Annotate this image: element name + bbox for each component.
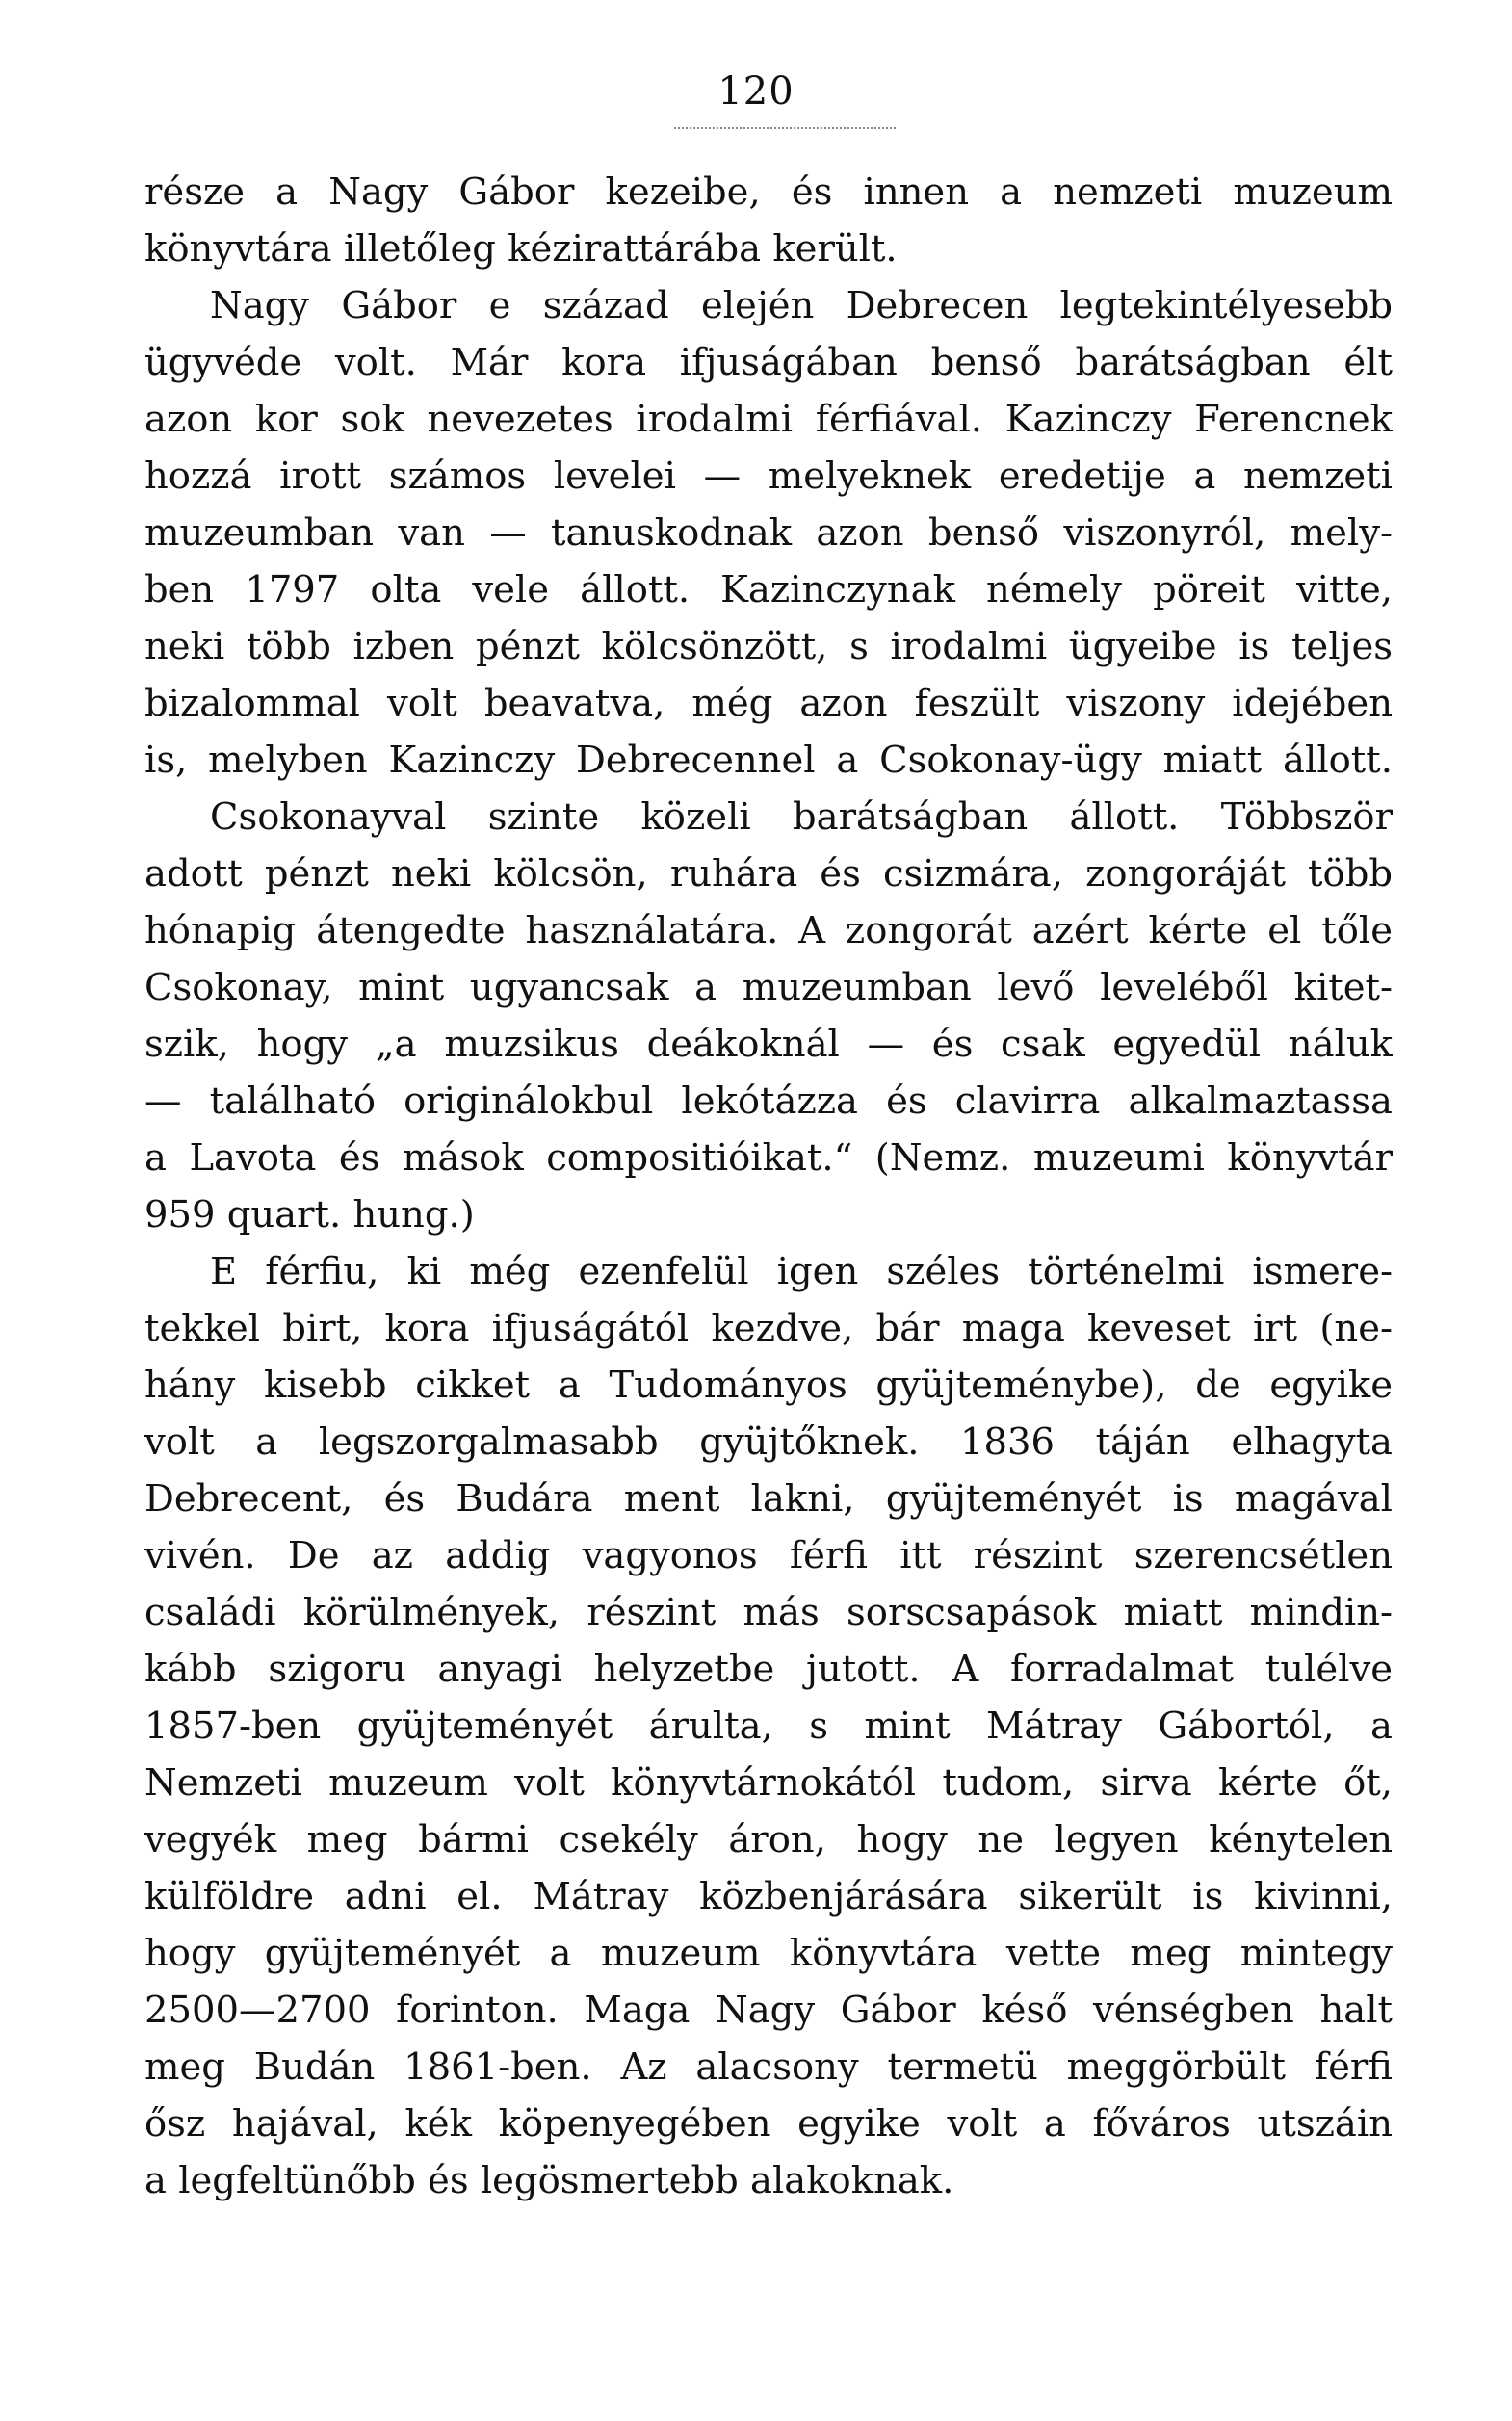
text-line: hónapig átengedte használatára. A zongorát azért kérte el tőle: [144, 909, 1393, 952]
text-line: bizalommal volt beavatva, még azon feszült viszony idejében: [144, 682, 1393, 725]
text-line: 959 quart. hung.): [144, 1193, 475, 1237]
text-line: Csokonay, mint ugyancsak a muzeumban levő leveléből kitet-: [144, 966, 1393, 1009]
text-line: 1857-ben gyüjteményét árulta, s mint Mátray Gábortól, a: [144, 1705, 1393, 1748]
text-line: ben 1797 olta vele állott. Kazinczynak némely pöreit vitte,: [144, 568, 1393, 612]
text-line: hozzá irott számos levelei — melyeknek eredetije a nemzeti: [144, 455, 1393, 498]
text-line: 2500—2700 forinton. Maga Nagy Gábor késő vénségben halt: [144, 1989, 1393, 2032]
text-line: — található originálokbul lekótázza és clavirra alkalmaztassa: [144, 1080, 1393, 1123]
text-line: ügyvéde volt. Már kora ifjuságában benső barátságban élt: [144, 341, 1393, 384]
text-line: családi körülmények, részint más sorscsapások miatt mindin-: [144, 1591, 1393, 1634]
text-line: Nagy Gábor e század elején Debrecen legtekintélyesebb: [210, 284, 1393, 327]
text-line: E férfiu, ki még ezenfelül igen széles történelmi ismere-: [210, 1250, 1393, 1293]
text-line: is, melyben Kazinczy Debrecennel a Csokonay-ügy miatt állott.: [144, 739, 1393, 782]
text-line: muzeumban van — tanuskodnak azon benső viszonyról, mely-: [144, 511, 1393, 555]
text-line: szik, hogy „a muzsikus deákoknál — és csak egyedül náluk: [144, 1023, 1393, 1066]
text-line: Nemzeti muzeum volt könyvtárnokától tudom, sirva kérte őt,: [144, 1761, 1393, 1805]
text-line: része a Nagy Gábor kezeibe, és innen a nemzeti muzeum: [144, 170, 1393, 214]
page-number: 120: [717, 69, 795, 114]
text-line: meg Budán 1861-ben. Az alacsony termetü meggörbült férfi: [144, 2045, 1393, 2089]
text-line: adott pénzt neki kölcsön, ruhára és csizmára, zongoráját több: [144, 852, 1393, 896]
text-line: Csokonayval szinte közeli barátságban állott. Többször: [210, 795, 1393, 839]
text-line: neki több izben pénzt kölcsönzött, s irodalmi ügyeibe is teljes: [144, 625, 1393, 668]
text-line: vegyék meg bármi csekély áron, hogy ne legyen kénytelen: [144, 1818, 1393, 1861]
header-rule: [674, 127, 896, 129]
body-text: [144, 164, 1393, 2209]
text-line: külföldre adni el. Mátray közbenjárására sikerült is kivinni,: [144, 1875, 1393, 1918]
text-line: hány kisebb cikket a Tudományos gyüjteménybe), de egyike: [144, 1364, 1393, 1407]
text-line: vivén. De az addig vagyonos férfi itt részint szerencsétlen: [144, 1534, 1393, 1577]
text-line: tekkel birt, kora ifjuságától kezdve, bár maga keveset irt (ne-: [144, 1307, 1393, 1350]
text-line: a Lavota és mások compositióikat.“ (Nemz. muzeumi könyvtár: [144, 1136, 1393, 1180]
text-line: Debrecent, és Budára ment lakni, gyüjteményét is magával: [144, 1477, 1393, 1521]
text-line: ősz hajával, kék köpenyegében egyike volt a főváros utszáin: [144, 2102, 1393, 2146]
text-line: kább szigoru anyagi helyzetbe jutott. A forradalmat tulélve: [144, 1648, 1393, 1691]
text-line: könyvtára illetőleg kézirattárába került.: [144, 227, 898, 271]
text-line: azon kor sok nevezetes irodalmi férfiával. Kazinczy Ferencnek: [144, 398, 1393, 441]
text-line: volt a legszorgalmasabb gyüjtőknek. 1836 táján elhagyta: [144, 1420, 1393, 1464]
text-line: hogy gyüjteményét a muzeum könyvtára vette meg mintegy: [144, 1932, 1393, 1975]
text-line: a legfeltünőbb és legösmertebb alakoknak.: [144, 2159, 954, 2202]
